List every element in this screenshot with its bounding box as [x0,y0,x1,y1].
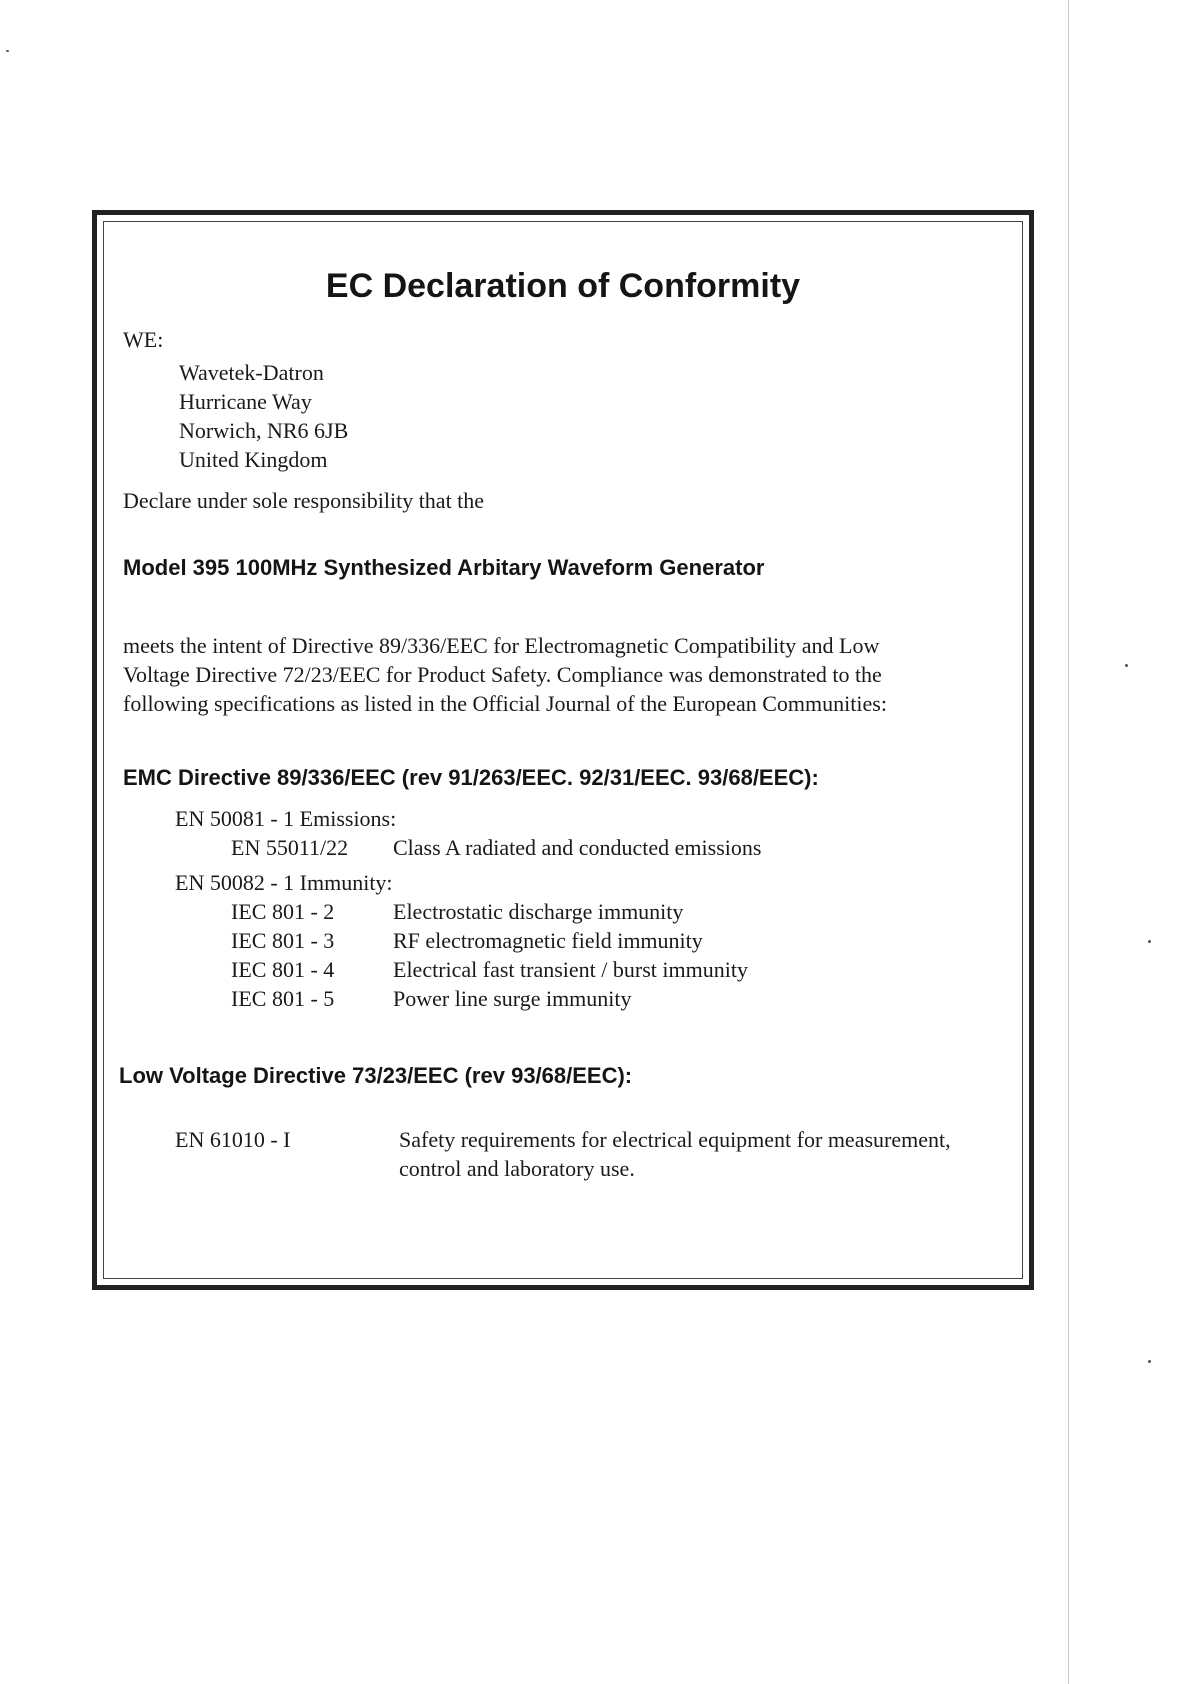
immunity-standard: IEC 801 - 2 [231,899,335,924]
safety-description-line: control and laboratory use. [399,1156,635,1181]
address-line: United Kingdom [179,447,328,472]
declaration-frame [92,210,1034,1290]
scan-speck [6,50,9,52]
emission-standard: EN 55011/22 [231,835,349,860]
company-address [179,358,348,474]
low-voltage-directive-heading: Low Voltage Directive 73/23/EEC (rev 93/68/EEC): [119,1063,633,1088]
immunity-description: Power line surge immunity [393,986,632,1011]
immunity-description: Electrostatic discharge immunity [393,899,684,924]
immunity-label: EN 50082 - 1 Immunity: [175,870,393,895]
scan-speck [1148,1360,1151,1363]
scan-speck [1125,664,1128,667]
paragraph-line: following specifications as listed in the Official Journal of the European Communities: [123,691,887,716]
address-line: Hurricane Way [179,389,312,414]
immunity-standard: IEC 801 - 5 [231,986,335,1011]
paragraph-line: Voltage Directive 72/23/EEC for Product Safety. Compliance was demonstrated to the [123,662,882,687]
immunity-description: RF electromagnetic field immunity [393,928,703,953]
emc-directive-heading: EMC Directive 89/336/EEC (rev 91/263/EEC. 92/31/EEC. 93/68/EEC): [123,765,819,790]
declare-statement: Declare under sole responsibility that the [123,488,485,513]
immunity-standard: IEC 801 - 3 [231,928,335,953]
product-model: Model 395 100MHz Synthesized Arbitary Waveform Generator [123,555,765,580]
safety-description-line: Safety requirements for electrical equipment for measurement, [399,1127,951,1152]
scan-speck [1148,940,1151,943]
scan-edge-line [1068,0,1069,1684]
address-line: Wavetek-Datron [179,360,324,385]
we-label: WE: [123,327,164,352]
paragraph-line: meets the intent of Directive 89/336/EEC for Electromagnetic Compatibility and Low [123,633,880,658]
page-title: EC Declaration of Conformity [325,267,801,305]
emission-description: Class A radiated and conducted emissions [393,835,762,860]
address-line: Norwich, NR6 6JB [179,418,349,443]
safety-standard: EN 61010 - I [175,1127,291,1152]
emissions-label: EN 50081 - 1 Emissions: [175,806,397,831]
immunity-standard: IEC 801 - 4 [231,957,335,982]
compliance-paragraph [123,631,887,718]
immunity-description: Electrical fast transient / burst immunity [393,957,748,982]
